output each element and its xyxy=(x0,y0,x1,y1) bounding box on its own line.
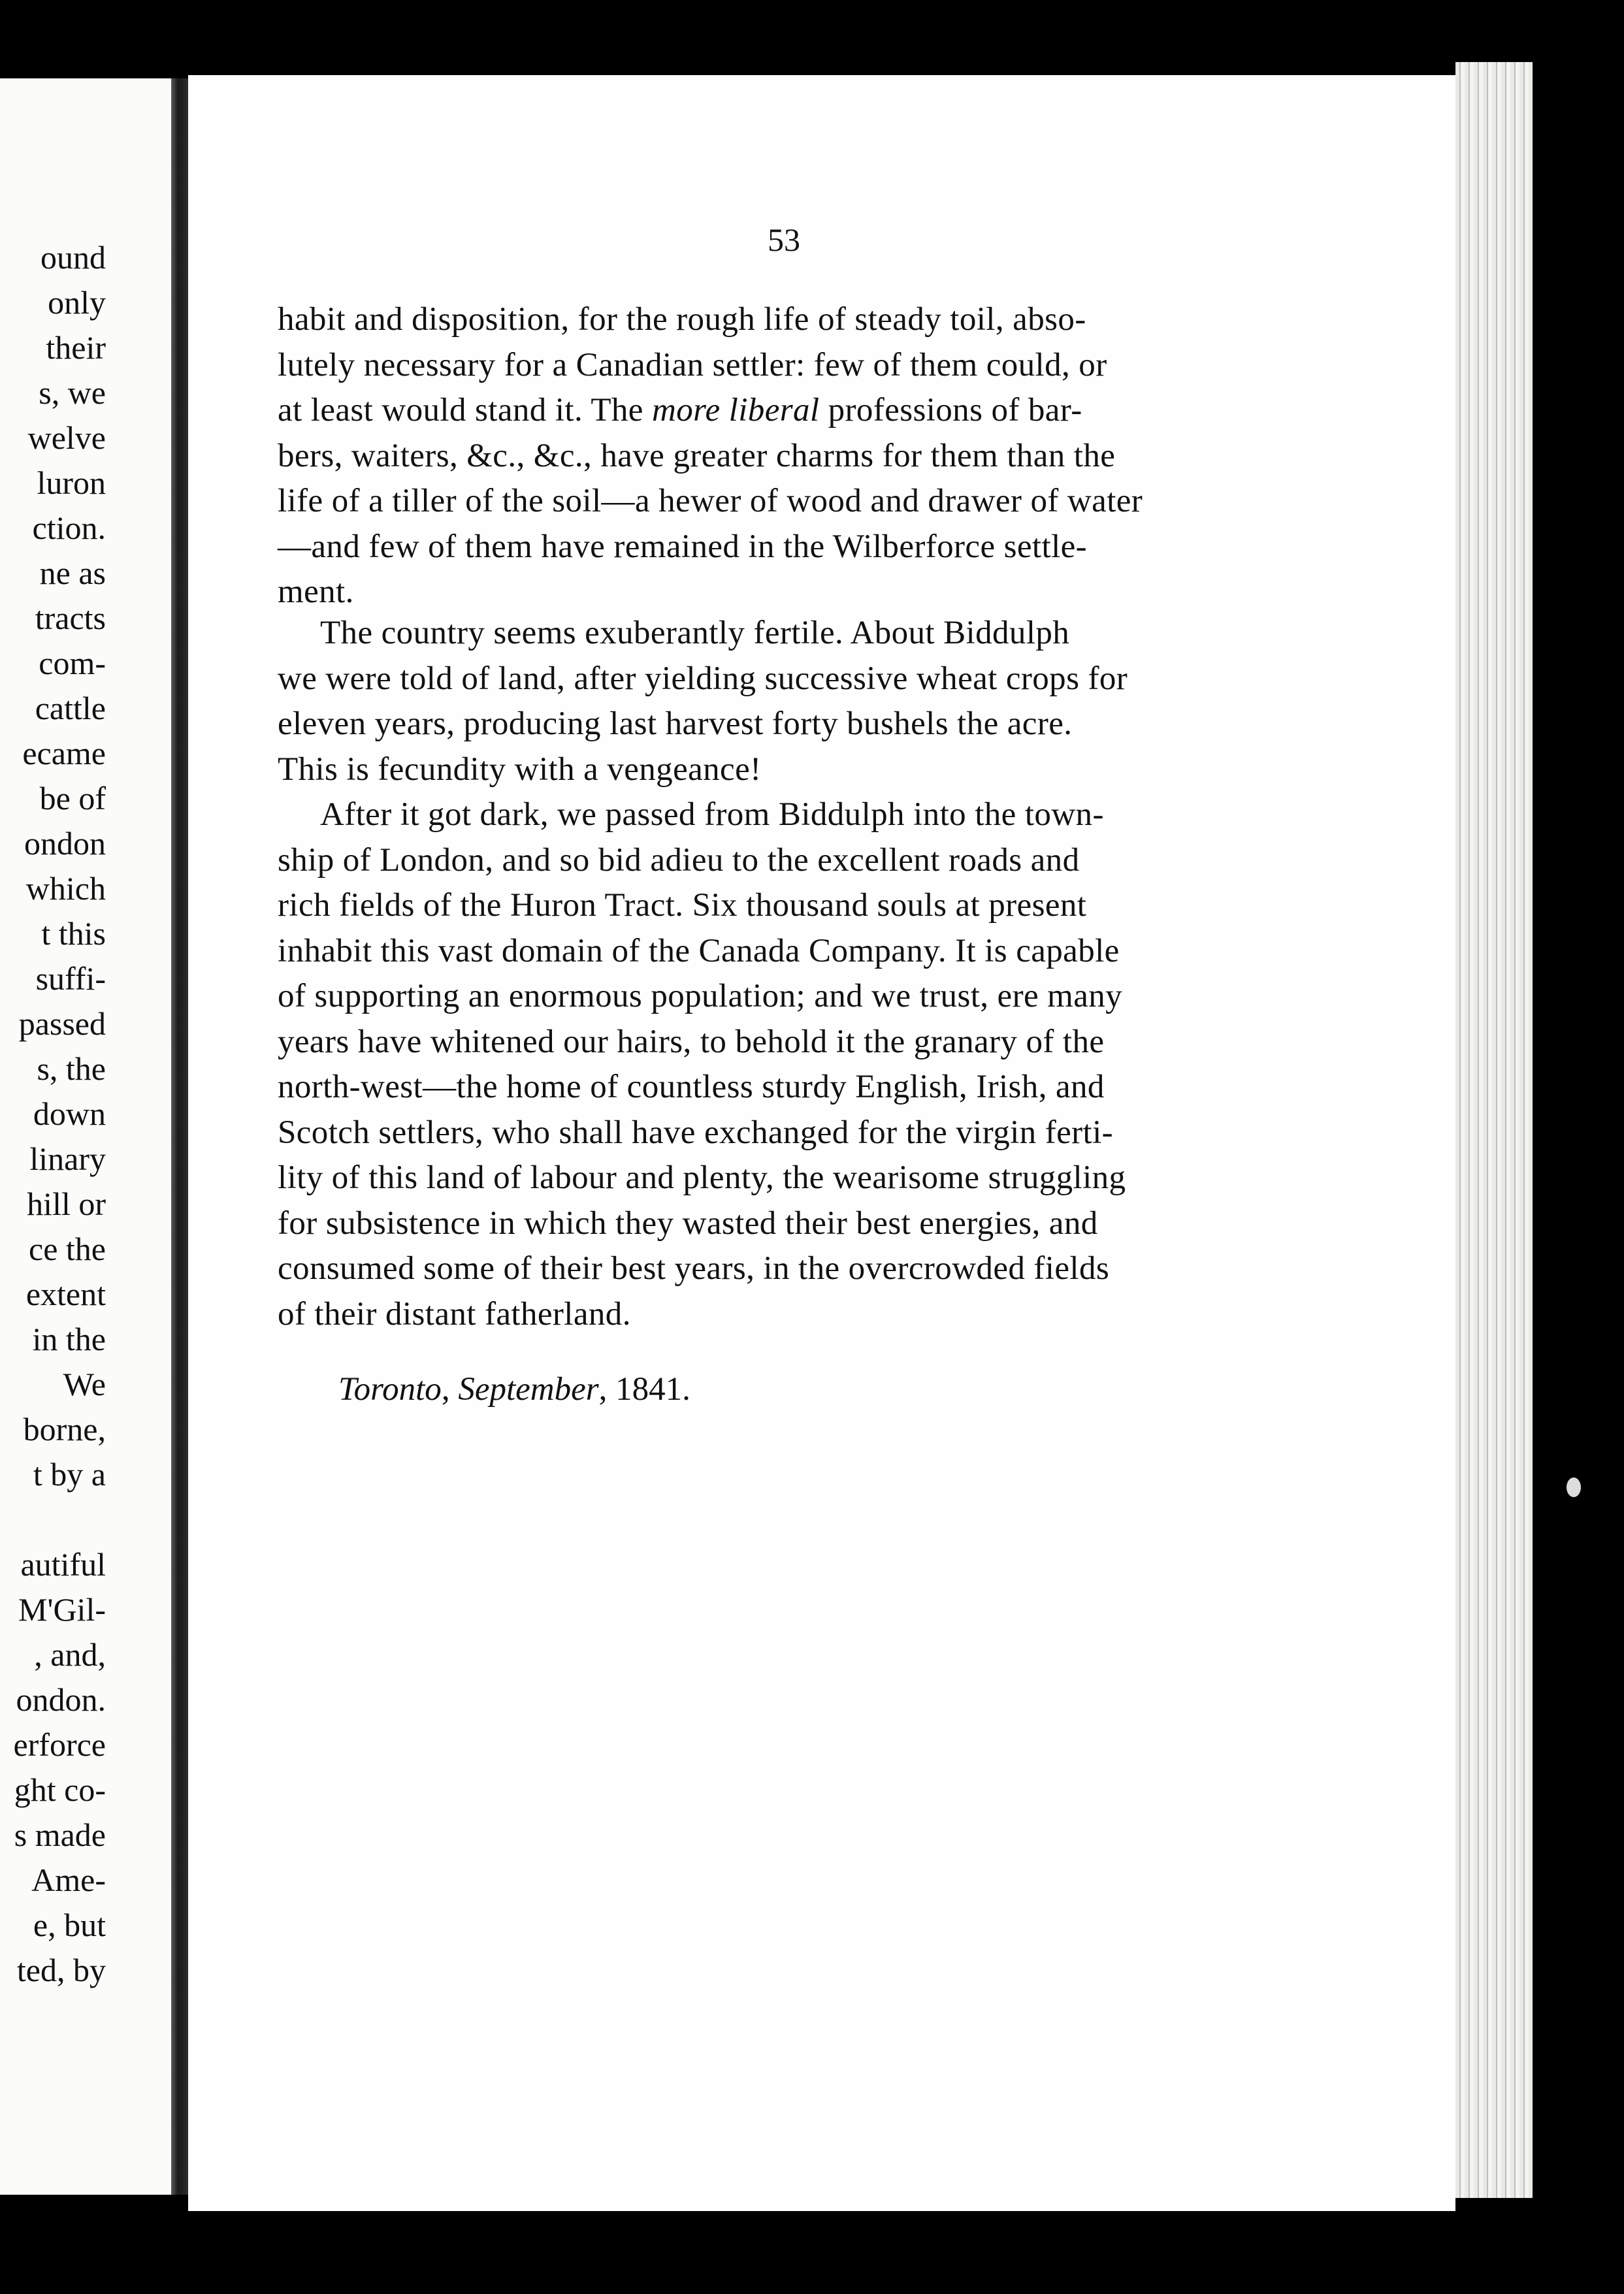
text-line: This is fecundity with a vengeance! xyxy=(278,751,762,788)
left-page-fragment: only xyxy=(48,284,106,321)
text-line: of their distant fatherland. xyxy=(278,1295,631,1333)
text-line: lity of this land of labour and plenty, the wearisome struggling xyxy=(278,1159,1126,1196)
text-line: The country seems exuberantly fertile. About Biddulph xyxy=(320,615,1070,651)
left-page-fragment: ondon xyxy=(24,825,106,862)
left-page-fragment: down xyxy=(33,1095,106,1132)
left-page-fragment: ecame xyxy=(22,735,106,771)
text-line: consumed some of their best years, in the overcrowded fields xyxy=(278,1250,1110,1287)
left-page-fragment: ction. xyxy=(32,509,106,546)
signoff-year: 1841. xyxy=(615,1371,690,1408)
left-page-fragment: hill or xyxy=(27,1186,106,1222)
text-line: of supporting an enormous population; and we trust, ere many xyxy=(278,978,1123,1014)
left-page-fragment: suffi- xyxy=(35,960,106,997)
line-text-after: professions of bar- xyxy=(819,392,1082,428)
text-line: eleven years, producing last harvest forty bushels the acre. xyxy=(278,705,1073,742)
left-page-fragment: t this xyxy=(41,915,106,952)
page-edges xyxy=(1455,62,1533,2198)
left-page-fragment: extent xyxy=(25,1276,106,1312)
text-line: north-west—the home of countless sturdy English, Irish, and xyxy=(278,1069,1105,1105)
text-line: rich fields of the Huron Tract. Six thousand souls at present xyxy=(278,887,1087,924)
signoff-comma-1: , xyxy=(441,1371,459,1408)
left-page-fragment: t by a xyxy=(33,1456,106,1493)
text-line: After it got dark, we passed from Biddulph into the town- xyxy=(320,796,1104,833)
left-page-fragment: which xyxy=(25,870,106,907)
text-line: —and few of them have remained in the Wilberforce settle- xyxy=(278,528,1088,565)
margin-speck xyxy=(1567,1478,1581,1497)
left-page-fragment: s, the xyxy=(37,1050,106,1087)
left-page-fragment: their xyxy=(46,329,106,366)
text-line: ment. xyxy=(278,574,354,610)
left-page-fragment: , and, xyxy=(34,1636,106,1673)
page-number: 53 xyxy=(768,221,800,258)
text-line: bers, waiters, &c., &c., have greater charms for them than the xyxy=(278,437,1116,474)
left-page-fragment: ted, by xyxy=(16,1952,106,1988)
book-gutter xyxy=(171,78,188,2195)
text-line: habit and disposition, for the rough life of steady toil, abso- xyxy=(278,301,1086,338)
signoff-month: September xyxy=(458,1371,599,1408)
text-line: years have whitened our hairs, to behold it the granary of the xyxy=(278,1023,1105,1060)
left-page-fragment: welve xyxy=(27,419,106,456)
text-line xyxy=(278,391,1082,429)
left-page-fragment: passed xyxy=(18,1005,106,1042)
left-page-fragment: s made xyxy=(14,1817,106,1853)
left-page-fragment: ne as xyxy=(39,555,106,591)
left-page-fragment: cattle xyxy=(35,690,106,726)
left-page-fragment: e, but xyxy=(33,1907,106,1943)
left-page-fragment: linary xyxy=(29,1140,106,1177)
left-page-fragment: ght co- xyxy=(14,1771,106,1808)
left-page-fragment: ound xyxy=(41,239,106,276)
left-page-fragment: tracts xyxy=(35,600,106,636)
text-line: Scotch settlers, who shall have exchanged for the virgin ferti- xyxy=(278,1114,1114,1151)
left-facing-page xyxy=(0,78,171,2195)
italic-phrase: more liberal xyxy=(651,392,820,428)
line-text-before: at least would stand it. The xyxy=(278,392,652,428)
left-page-fragment: autiful xyxy=(20,1546,106,1583)
left-page-fragment: erforce xyxy=(13,1726,106,1763)
text-line: life of a tiller of the soil—a hewer of wood and drawer of water xyxy=(278,483,1143,519)
left-page-fragment: com- xyxy=(39,645,106,681)
signoff-comma-2: , xyxy=(598,1371,616,1408)
left-page-fragment: borne, xyxy=(23,1411,106,1447)
left-page-fragment: ondon. xyxy=(16,1681,106,1718)
text-line: inhabit this vast domain of the Canada Company. It is capable xyxy=(278,932,1120,969)
text-line: lutely necessary for a Canadian settler: few of them could, or xyxy=(278,346,1107,383)
left-page-fragment: luron xyxy=(37,464,106,501)
left-page-fragment: ce the xyxy=(29,1231,106,1267)
signoff-dateline xyxy=(338,1370,690,1408)
left-page-fragment: M'Gil- xyxy=(18,1591,106,1628)
text-line: we were told of land, after yielding successive wheat crops for xyxy=(278,660,1128,697)
left-page-fragment: We xyxy=(63,1366,106,1402)
signoff-place: Toronto xyxy=(338,1371,442,1408)
text-line: ship of London, and so bid adieu to the excellent roads and xyxy=(278,841,1080,879)
left-page-fragment: Ame- xyxy=(31,1862,106,1898)
left-page-fragment: be of xyxy=(39,780,106,816)
left-page-fragment: in the xyxy=(32,1321,106,1357)
text-line: for subsistence in which they wasted their best energies, and xyxy=(278,1204,1098,1242)
left-page-fragment: s, we xyxy=(39,374,106,411)
